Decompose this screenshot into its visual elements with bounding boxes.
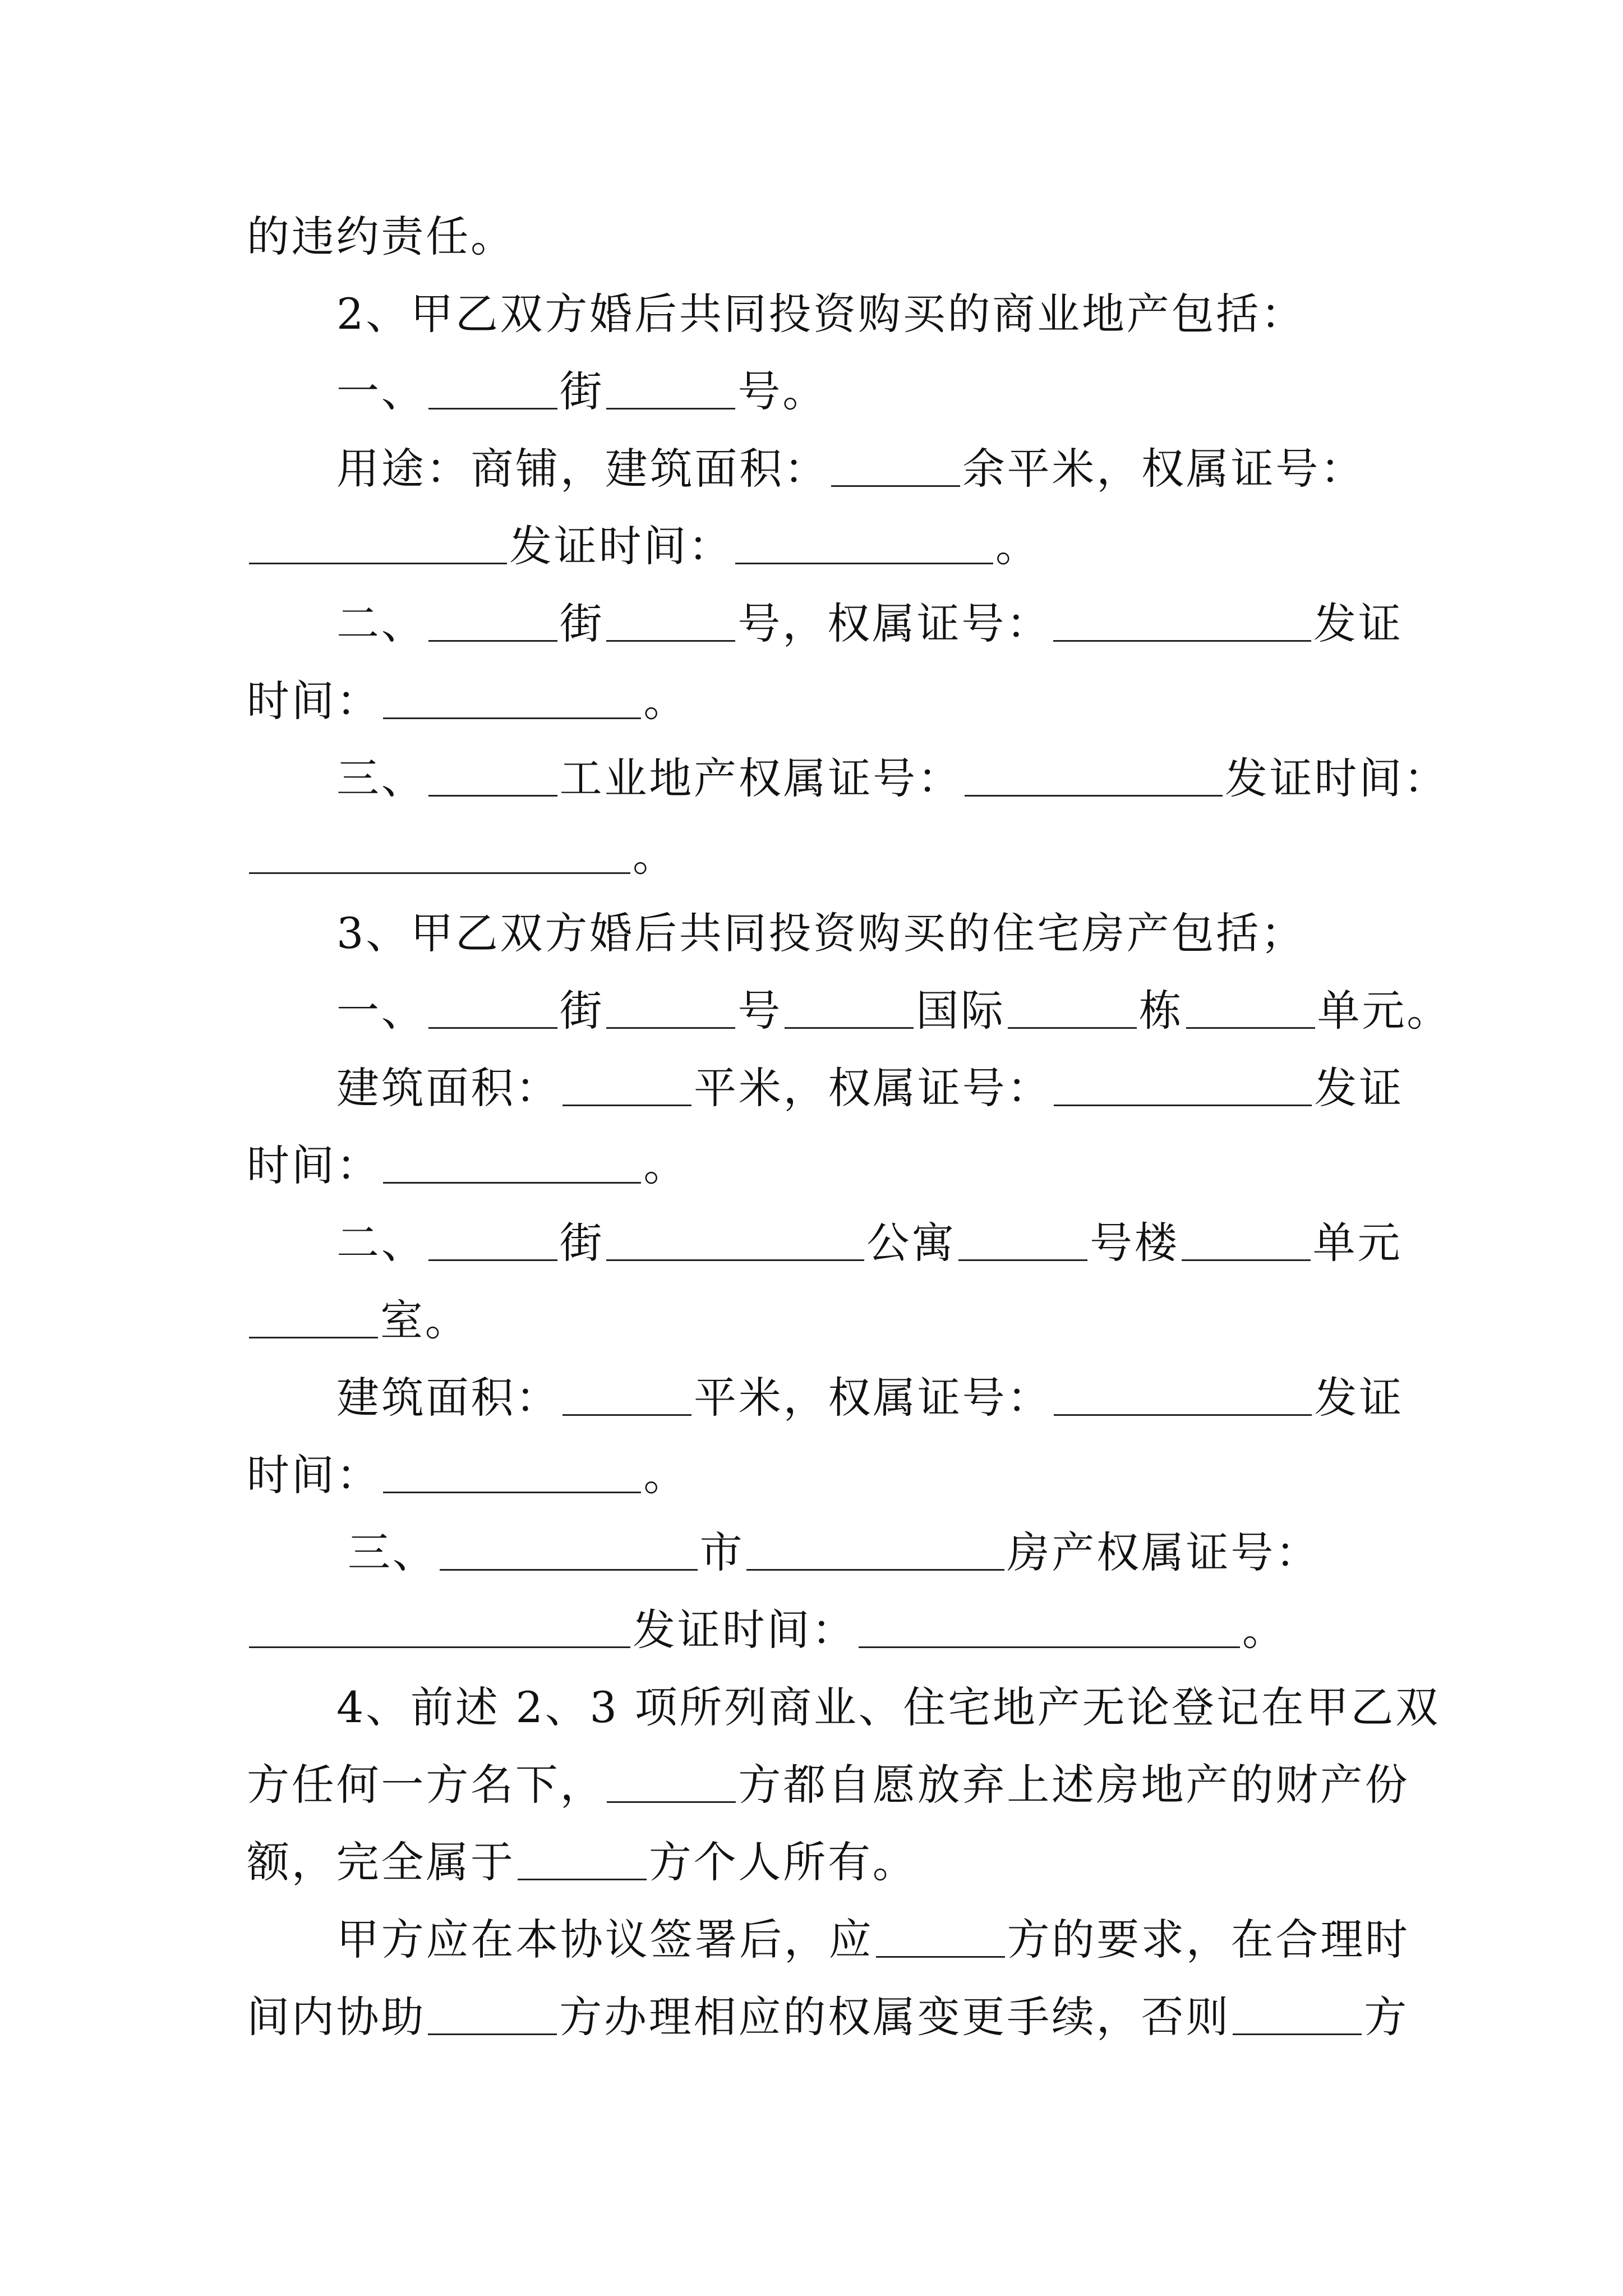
text: 发证时间：	[633, 1605, 856, 1655]
text: 房产权属证号：	[1007, 1527, 1321, 1577]
blank-field[interactable]	[562, 1378, 691, 1416]
text-line	[247, 1138, 688, 1194]
text: 发证	[1313, 599, 1403, 648]
text: 三、	[336, 753, 426, 803]
blank-field[interactable]	[1053, 604, 1311, 642]
blank-field[interactable]	[383, 682, 641, 719]
text: 时间：	[247, 1140, 381, 1190]
blank-field[interactable]	[859, 1611, 1240, 1648]
blank-field[interactable]	[876, 1920, 1005, 1958]
blank-field[interactable]	[965, 759, 1223, 797]
text-line	[247, 209, 515, 265]
text-line	[247, 1757, 1409, 1813]
text: 号楼	[1090, 1218, 1179, 1268]
text: 发证时间：	[509, 521, 733, 571]
blank-field[interactable]	[606, 1223, 864, 1261]
blank-field[interactable]	[428, 1223, 557, 1261]
text: 室。	[380, 1295, 470, 1345]
blank-field[interactable]	[1233, 1998, 1362, 2035]
text: 二、	[336, 599, 426, 648]
blank-field[interactable]	[1054, 1069, 1312, 1106]
text-line	[336, 905, 1306, 961]
text: 平米，权属证号：	[694, 1373, 1052, 1423]
text: 发证时间：	[1224, 753, 1449, 803]
text: 发证	[1314, 1063, 1404, 1113]
text: 。	[643, 1140, 689, 1190]
blank-field[interactable]	[746, 1533, 1004, 1571]
blank-field[interactable]	[607, 1765, 736, 1803]
blank-field[interactable]	[1008, 991, 1137, 1029]
text: 。	[995, 521, 1040, 571]
text-line	[247, 1989, 1409, 2045]
blank-field[interactable]	[428, 759, 557, 797]
text: 街	[559, 1218, 605, 1268]
text-line	[336, 983, 1451, 1039]
blank-field[interactable]	[383, 1456, 641, 1493]
blank-field[interactable]	[428, 372, 557, 409]
text: 建筑面积：	[336, 1373, 560, 1423]
blank-field[interactable]	[1182, 1223, 1311, 1261]
blank-field[interactable]	[249, 836, 630, 874]
text-line	[336, 1215, 1402, 1271]
text: 单元。	[1317, 986, 1452, 1036]
blank-field[interactable]	[606, 372, 735, 409]
text: 用途：商铺，建筑面积：	[336, 444, 829, 494]
text: 方办理相应的权属变更手续，否则	[559, 1992, 1231, 2042]
text-line	[247, 1602, 1287, 1658]
blank-field[interactable]	[958, 1223, 1087, 1261]
text: 。	[1242, 1605, 1287, 1655]
text-line	[336, 751, 1449, 807]
blank-field[interactable]	[249, 1611, 630, 1648]
blank-field[interactable]	[428, 604, 557, 642]
blank-field[interactable]	[249, 1301, 378, 1338]
text: 平米，权属证号：	[694, 1063, 1052, 1113]
text: 2、甲乙双方婚后共同投资购买的商业地产包括：	[336, 289, 1306, 339]
text: 间内协助	[247, 1992, 426, 2042]
text-line	[336, 1912, 1410, 1968]
text-line	[247, 828, 677, 884]
text-line	[336, 286, 1306, 342]
text: 时间：	[247, 1450, 381, 1500]
text-line	[348, 1525, 1320, 1581]
blank-field[interactable]	[383, 1146, 641, 1184]
text: 工业地产权属证号：	[559, 753, 962, 803]
text: 方的要求，在合理时	[1007, 1915, 1410, 1964]
text-line	[247, 1834, 917, 1890]
text: 街	[559, 366, 605, 416]
text-line	[247, 673, 688, 729]
text-line	[336, 441, 1365, 497]
text: 时间：	[247, 676, 381, 726]
text-line	[247, 518, 1040, 574]
blank-field[interactable]	[1186, 991, 1315, 1029]
text: 一、	[336, 366, 426, 416]
text: 建筑面积：	[336, 1063, 560, 1113]
blank-field[interactable]	[249, 527, 507, 564]
blank-field[interactable]	[440, 1533, 698, 1571]
text: 国际	[916, 986, 1006, 1036]
text: 余平米，权属证号：	[962, 444, 1366, 494]
text: 街	[559, 986, 605, 1036]
text: 。	[643, 1450, 689, 1500]
blank-field[interactable]	[428, 991, 557, 1029]
text: 甲方应在本协议签署后，应	[336, 1915, 874, 1964]
text-line	[336, 1370, 1404, 1426]
text: 单元	[1312, 1218, 1403, 1268]
blank-field[interactable]	[606, 604, 735, 642]
blank-field[interactable]	[428, 1998, 557, 2035]
text: 的违约责任。	[247, 211, 515, 261]
text: 3、甲乙双方婚后共同投资购买的住宅房产包括；	[336, 908, 1306, 958]
blank-field[interactable]	[562, 1069, 691, 1106]
text: 街	[559, 599, 605, 648]
blank-field[interactable]	[606, 991, 735, 1029]
text: 号	[737, 986, 783, 1036]
text: 方任何一方名下，	[247, 1760, 605, 1810]
text: 4、前述 2、3 项所列商业、住宅地产无论登记在甲乙双	[336, 1682, 1440, 1732]
text: 。	[643, 676, 689, 726]
text-line	[247, 1447, 688, 1503]
blank-field[interactable]	[735, 527, 993, 564]
text: 栋	[1138, 986, 1184, 1036]
text-line	[336, 364, 827, 420]
blank-field[interactable]	[1054, 1378, 1312, 1416]
text: 二、	[336, 1218, 426, 1268]
text-line	[336, 1680, 1440, 1736]
text: 号。	[737, 366, 828, 416]
text: 方都自愿放弃上述房地产的财产份	[738, 1760, 1410, 1810]
text-line	[336, 596, 1403, 652]
text: 方	[1364, 1992, 1409, 2042]
blank-field[interactable]	[518, 1843, 647, 1880]
text: 三、	[348, 1527, 437, 1577]
blank-field[interactable]	[785, 991, 914, 1029]
text: 一、	[336, 986, 426, 1036]
text-line	[336, 1060, 1404, 1116]
text: 额，完全属于	[247, 1837, 515, 1887]
text: 方个人所有。	[648, 1837, 917, 1887]
text: 公寓	[866, 1218, 957, 1268]
text: 发证	[1314, 1373, 1404, 1423]
text: 号，权属证号：	[737, 599, 1052, 648]
text: 市	[699, 1527, 745, 1577]
text-line	[247, 1292, 470, 1349]
text: 。	[633, 831, 677, 881]
blank-field[interactable]	[831, 449, 960, 487]
